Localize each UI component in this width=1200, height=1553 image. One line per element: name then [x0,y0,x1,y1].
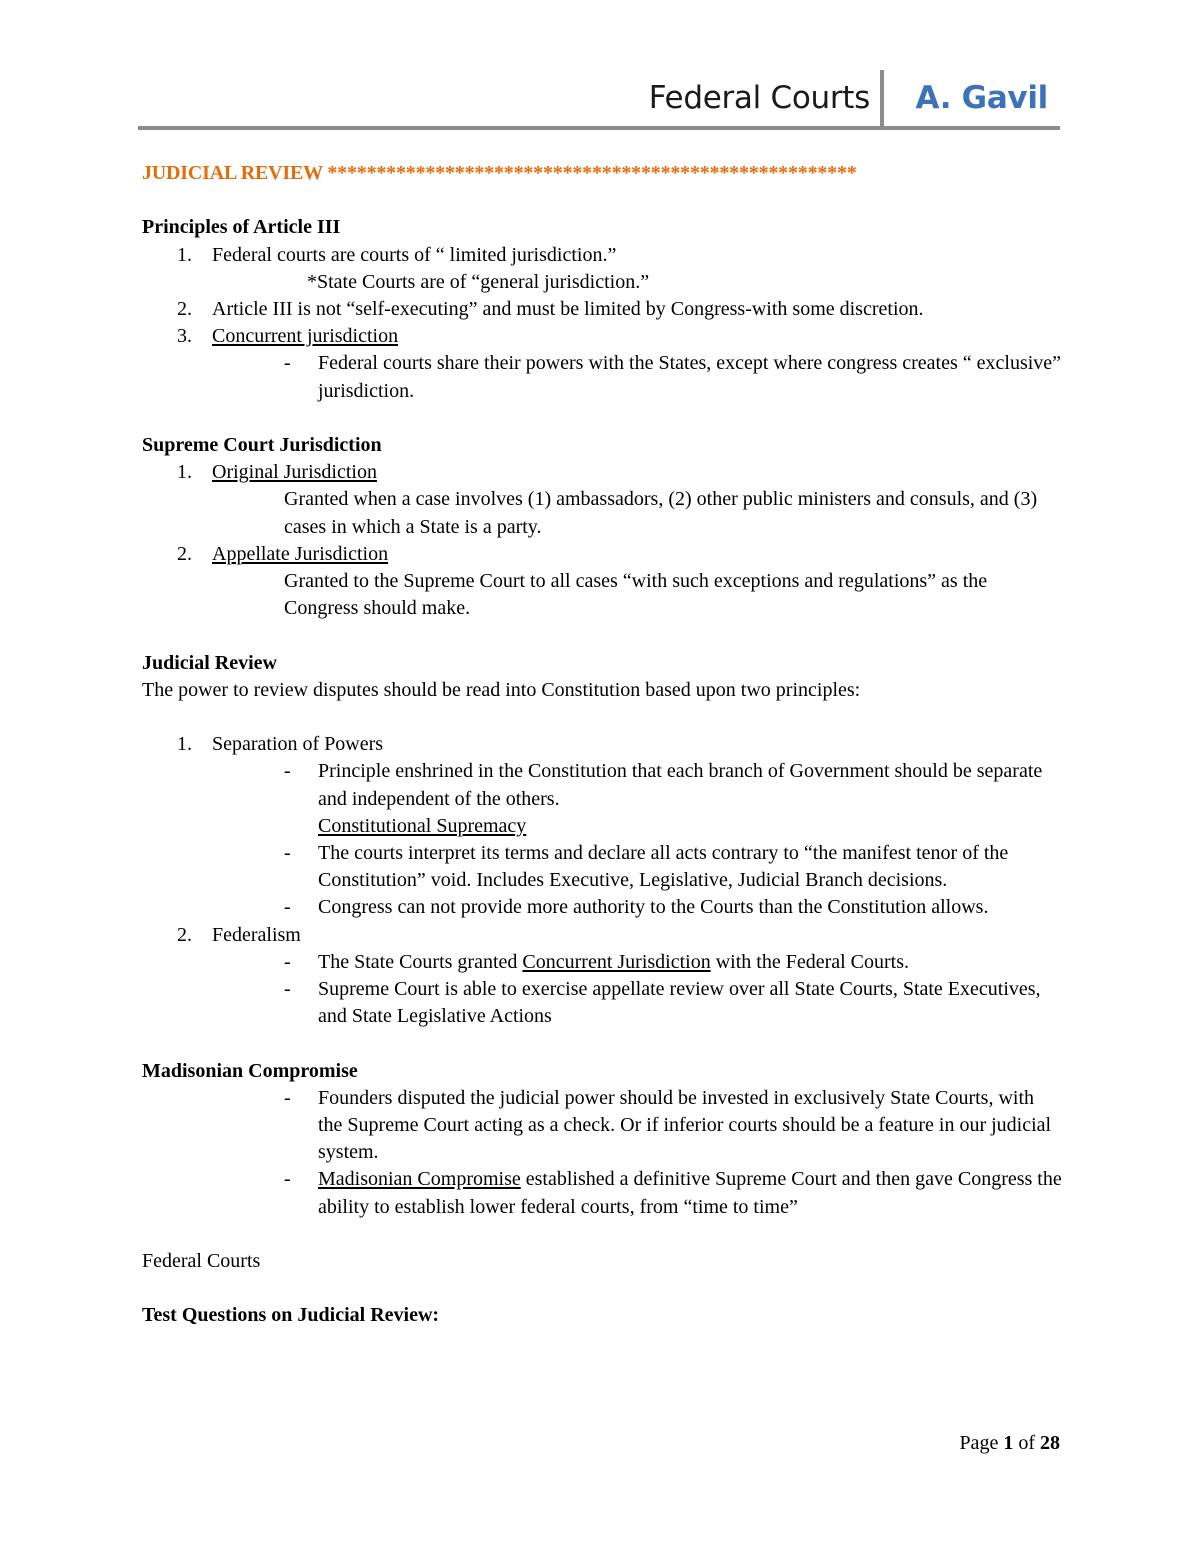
review-item-2-bullet-2: Supreme Court is able to exercise appellate review over all State Courts, State Executives, and State Legislative Actions [318,978,1041,1028]
review-heading: Judicial Review [142,651,277,674]
madisonian-bullet-1: Founders disputed the judicial power should be invested in exclusively State Courts, with the Supreme Court acting as a check. Or if inferior courts should be a feature in our judicial system. [318,1086,1052,1164]
supreme-heading: Supreme Court Jurisdiction [142,434,382,456]
list-number: 3. [177,325,192,348]
list-number: 2. [177,542,192,565]
bullet-item [142,976,1062,1030]
bullet-dash: - [284,1168,291,1191]
header-divider [880,70,884,126]
federal-courts-line: Federal Courts [142,1250,261,1273]
bullet-dash: - [284,842,291,865]
bullet-dash: - [284,896,291,919]
bullet-item [142,1166,1062,1220]
bullet-dash: - [284,950,291,973]
list-item [142,323,1062,350]
page-header [138,68,1060,130]
bullet-item [142,350,1062,404]
page-number [959,1432,1060,1455]
document-body [142,160,1062,1330]
principles-item-1: Federal courts are courts of “ limited jurisdiction.” [212,243,617,266]
test-questions-heading: Test Questions on Judicial Review: [142,1304,440,1327]
bullet-item [142,840,1062,894]
bullet-item [142,949,1062,976]
list-number: 1. [177,243,192,266]
review-item-1-bullet-3: Congress can not provide more authority to the Courts than the Constitution allows. [318,896,989,919]
supreme-item-1: Original Jurisdiction [212,461,377,484]
page-total: 28 [1040,1432,1060,1454]
list-number: 1. [177,733,192,756]
list-item [142,459,1062,486]
madisonian-compromise-term: Madisonian Compromise [318,1168,521,1191]
review-item-2: Federalism [212,923,301,946]
bullet-item [142,1085,1062,1167]
bullet-dash: - [284,1086,291,1109]
bullet-item [142,758,1062,812]
review-item-1-subheading [142,813,1062,840]
review-item-2-bullet-1-post: with the Federal Courts. [710,950,910,973]
page-label: Page [959,1432,1004,1454]
bullet-item [142,894,1062,921]
supreme-item-1-text: Granted when a case involves (1) ambassadors, (2) other public ministers and consuls, and (3) cases in which a State is a party. [284,488,1038,538]
list-item [142,242,1062,269]
header-author: A. Gavil [915,80,1048,116]
review-item-1-bullet-1: Principle enshrined in the Constitution that each branch of Government should be separate and independent of the others. [318,760,1043,810]
madisonian-heading: Madisonian Compromise [142,1059,358,1082]
principles-item-2: Article III is not “self-executing” and must be limited by Congress-with some discretion. [212,298,924,320]
list-item [142,922,1062,949]
concurrent-jurisdiction-term: Concurrent Jurisdiction [522,950,711,973]
list-number: 2. [177,923,192,946]
section-banner: JUDICIAL REVIEW ****************************************************** [142,162,857,184]
supreme-item-2-text: Granted to the Supreme Court to all cases “with such exceptions and regulations” as the Congress should make. [284,570,988,620]
header-rule [138,126,1060,130]
list-number: 1. [177,461,192,484]
page-current: 1 [1003,1432,1014,1454]
header-title: Federal Courts [648,80,870,116]
list-item [142,296,1062,323]
principles-item-1-note: *State Courts are of “general jurisdiction.” [307,270,650,293]
bullet-dash: - [284,352,291,375]
principles-item-3-bullet: Federal courts share their powers with the States, except where congress creates “ exclusive” jurisdiction. [318,352,1062,402]
page-of-label: of [1013,1432,1040,1454]
review-item-1: Separation of Powers [212,733,384,756]
list-number: 2. [177,298,192,320]
review-intro: The power to review disputes should be read into Constitution based upon two principles: [142,678,861,701]
principles-item-3: Concurrent jurisdiction [212,325,399,348]
list-item [142,541,1062,568]
list-item [142,731,1062,758]
review-item-1-bullet-2: The courts interpret its terms and declare all acts contrary to “the manifest tenor of the Constitution” void. Includes Executive, Legislative, Judicial Branch decisions. [318,842,1009,892]
review-item-2-bullet-1-pre: The State Courts granted [318,950,523,973]
madisonian-bullet-2-rest: established a definitive Supreme Court and then gave Congress the ability to establish lower federal courts, from “time to time” [318,1168,1062,1218]
bullet-dash: - [284,978,291,1001]
principles-heading: Principles of Article III [142,216,341,239]
constitutional-supremacy-label: Constitutional Supremacy [318,814,527,837]
supreme-item-2: Appellate Jurisdiction [212,542,389,565]
bullet-dash: - [284,760,291,783]
